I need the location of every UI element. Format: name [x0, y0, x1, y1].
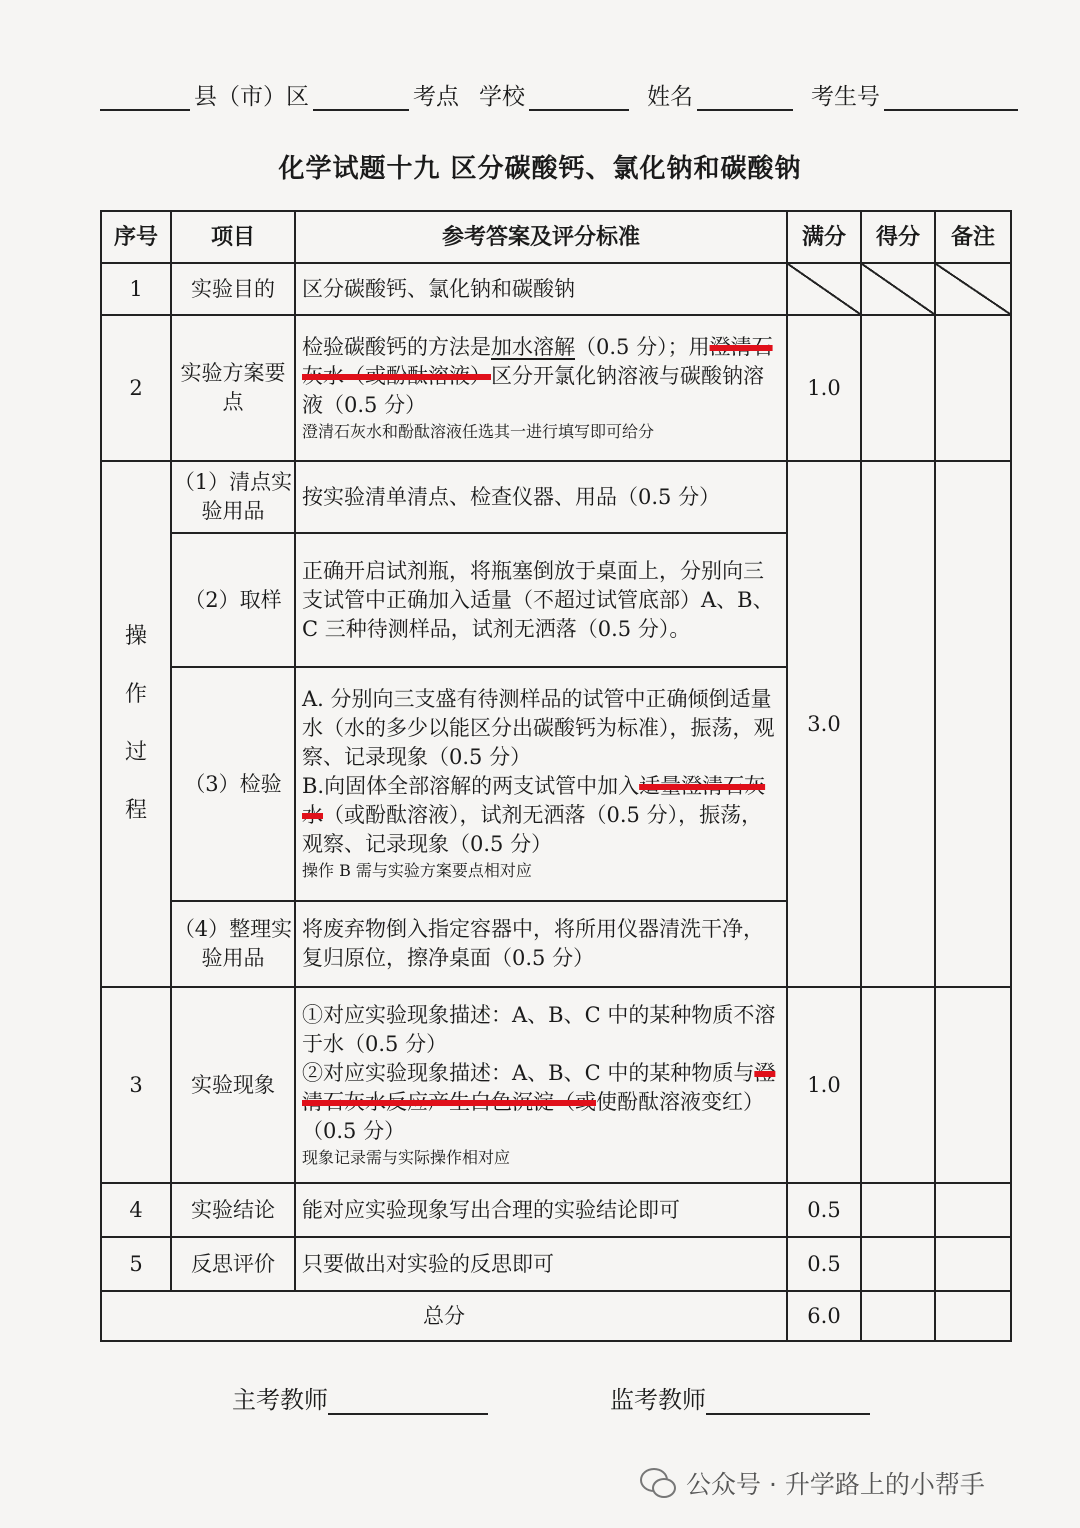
table-row	[101, 461, 1011, 533]
diagonal-cell	[935, 263, 1011, 315]
score-cell	[861, 987, 935, 1183]
row-answer: 检验碳酸钙的方法是加水溶解（0.5 分）；用澄清石灰水（或酚酞溶液）区分开氯化钠溶液与碳酸钠溶液（0.5 分） 澄清石灰水和酚酞溶液任选其一进行填写即可给分	[295, 315, 787, 461]
row-full-score: 1.0	[787, 315, 861, 461]
page-title: 化学试题十九 区分碳酸钙、氯化钠和碳酸钠	[278, 154, 802, 184]
row-item: 实验现象	[171, 987, 295, 1183]
diagonal-cell	[861, 263, 935, 315]
school-label: 学校	[479, 84, 525, 110]
row-answer: 区分碳酸钙、氯化钠和碳酸钠	[295, 263, 787, 315]
scoring-note: 澄清石灰水和酚酞溶液任选其一进行填写即可给分	[302, 421, 655, 441]
row-no: 5	[101, 1237, 171, 1291]
candidate-info-line	[100, 78, 1020, 111]
exam-no-blank	[884, 83, 1018, 111]
table-row	[101, 263, 1011, 315]
row-item: （2）取样	[171, 533, 295, 667]
exam-no-label: 考生号	[811, 84, 880, 110]
col-header-item: 项目	[171, 211, 295, 263]
row-item: 反思评价	[171, 1237, 295, 1291]
red-marked-answer: 澄清石灰水反应产生白色沉淀（或	[302, 1060, 776, 1114]
row-answer: 正确开启试剂瓶，将瓶塞倒放于桌面上，分别向三支试管中正确加入适量（不超过试管底部）A、B、C 三种待测样品，试剂无洒落（0.5 分）。	[295, 533, 787, 667]
row-full-score: 3.0	[787, 461, 861, 987]
row-answer: A. 分别向三支盛有待测样品的试管中正确倾倒适量水（水的多少以能区分出碳酸钙为标准），振荡，观察、记录现象（0.5 分） B.向固体全部溶解的两支试管中加入适量澄清石灰水（或酚酞溶液），试剂无洒落（0.5 分），振荡，观察、记录现象（0.5 分） 操作 B 需与实验方案要点相对应	[295, 667, 787, 901]
scoring-note: 现象记录需与实际操作相对应	[302, 1147, 511, 1167]
col-header-score: 得分	[861, 211, 935, 263]
total-label: 总分	[101, 1291, 787, 1341]
remark-cell	[935, 987, 1011, 1183]
row-full-score: 1.0	[787, 987, 861, 1183]
table-row	[101, 1183, 1011, 1237]
score-cell	[861, 461, 935, 987]
proctor-sign: 监考教师	[610, 1380, 870, 1415]
underlined-answer: 加水溶解	[491, 334, 575, 359]
name-blank	[697, 83, 793, 111]
remark-cell	[935, 461, 1011, 987]
row-item: 实验结论	[171, 1183, 295, 1237]
row-no: 3	[101, 987, 171, 1183]
col-header-full: 满分	[787, 211, 861, 263]
operation-label: 操 作 过 程	[101, 461, 171, 987]
col-header-remark: 备注	[935, 211, 1011, 263]
table-row	[101, 1237, 1011, 1291]
row-full-score: 0.5	[787, 1237, 861, 1291]
table-row	[101, 315, 1011, 461]
remark-cell	[935, 1183, 1011, 1237]
county-label: 县（市）区	[194, 84, 309, 110]
name-label: 姓名	[647, 84, 693, 110]
row-item: （4）整理实验用品	[171, 901, 295, 987]
scoring-table	[100, 210, 1012, 1342]
watermark: 公众号 · 升学路上的小帮手	[640, 1465, 985, 1501]
score-cell	[861, 1291, 935, 1341]
scoring-note: 操作 B 需与实验方案要点相对应	[302, 861, 532, 880]
row-answer: 将废弃物倒入指定容器中，将所用仪器清洗干净，复归原位，擦净桌面（0.5 分）	[295, 901, 787, 987]
row-item: （3）检验	[171, 667, 295, 901]
diagonal-cell	[787, 263, 861, 315]
school-blank	[529, 83, 629, 111]
table-row	[101, 987, 1011, 1183]
wechat-icon	[640, 1468, 676, 1498]
chief-examiner-sign: 主考教师	[232, 1380, 488, 1415]
remark-cell	[935, 1291, 1011, 1341]
col-header-no: 序号	[101, 211, 171, 263]
site-label: 考点	[413, 84, 459, 110]
row-item: 实验方案要点	[171, 315, 295, 461]
row-item: 实验目的	[171, 263, 295, 315]
row-answer: 能对应实验现象写出合理的实验结论即可	[295, 1183, 787, 1237]
row-full-score: 0.5	[787, 1183, 861, 1237]
total-full-score: 6.0	[787, 1291, 861, 1341]
chief-sign-blank	[328, 1387, 488, 1415]
proctor-sign-blank	[706, 1387, 870, 1415]
score-cell	[861, 315, 935, 461]
county-blank	[100, 83, 190, 111]
row-answer: 只要做出对实验的反思即可	[295, 1237, 787, 1291]
red-marked-answer: 适量澄清石灰水	[302, 774, 766, 827]
table-header-row	[101, 211, 1011, 263]
total-row	[101, 1291, 1011, 1341]
row-no: 2	[101, 315, 171, 461]
row-no: 1	[101, 263, 171, 315]
row-item: （1）清点实验用品	[171, 461, 295, 533]
remark-cell	[935, 315, 1011, 461]
row-answer: ①对应实验现象描述：A、B、C 中的某种物质不溶于水（0.5 分） ②对应实验现象描述：A、B、C 中的某种物质与澄清石灰水反应产生白色沉淀（或使酚酞溶液变红）（0.5 分） 现象记录需与实际操作相对应	[295, 987, 787, 1183]
red-marked-answer: 澄清石灰水（或酚酞溶液）	[302, 334, 773, 388]
score-cell	[861, 1183, 935, 1237]
row-answer: 按实验清单清点、检查仪器、用品（0.5 分）	[295, 461, 787, 533]
col-header-answer: 参考答案及评分标准	[295, 211, 787, 263]
score-cell	[861, 1237, 935, 1291]
row-no: 4	[101, 1183, 171, 1237]
site-blank	[313, 83, 409, 111]
remark-cell	[935, 1237, 1011, 1291]
